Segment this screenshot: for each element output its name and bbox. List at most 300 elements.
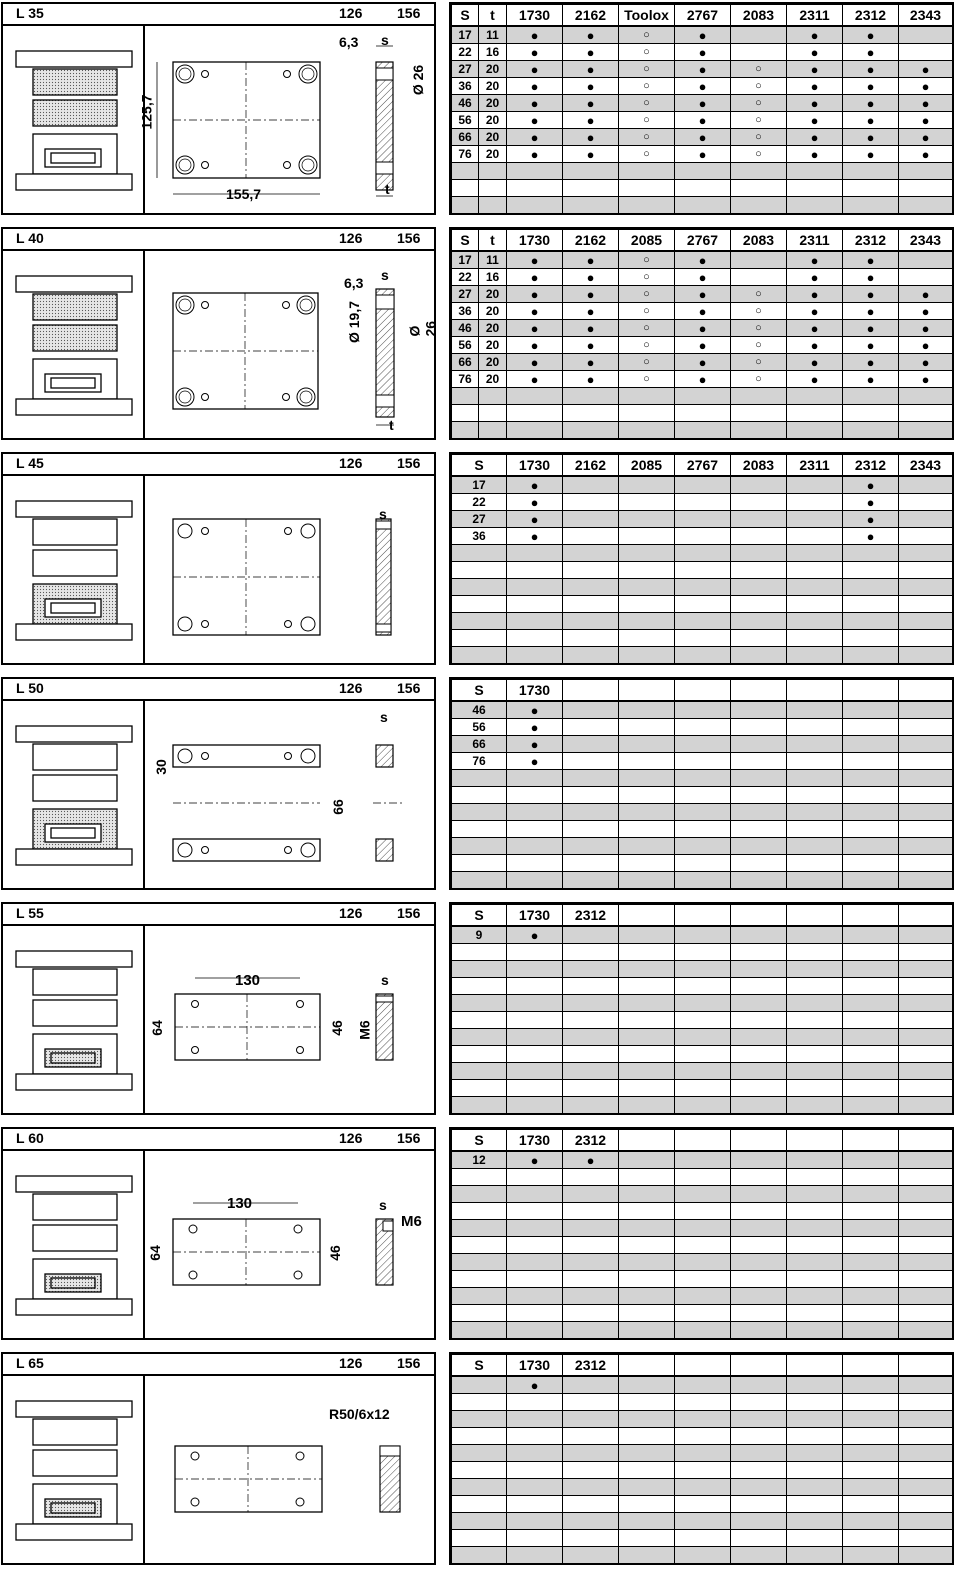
table-cell bbox=[899, 405, 953, 422]
table-cell bbox=[619, 528, 675, 545]
table-cell bbox=[787, 1151, 843, 1169]
table-cell bbox=[731, 422, 787, 439]
table-cell: ● bbox=[787, 269, 843, 286]
table-cell bbox=[731, 1063, 787, 1080]
table-cell bbox=[452, 163, 479, 180]
table-row bbox=[452, 1547, 953, 1564]
table-cell bbox=[507, 1271, 563, 1288]
column-header bbox=[619, 1355, 675, 1377]
table-cell: ● bbox=[507, 61, 563, 78]
table-row bbox=[452, 1203, 953, 1220]
dimension-label-inner-diameter: Ø 19,7 bbox=[346, 300, 363, 344]
table-cell: ● bbox=[899, 371, 953, 388]
table-cell: ● bbox=[787, 44, 843, 61]
table-cell: ● bbox=[843, 251, 899, 269]
table-cell: 20 bbox=[479, 337, 507, 354]
table-cell bbox=[452, 1237, 507, 1254]
column-header: 2162 bbox=[563, 5, 619, 27]
table-cell: ● bbox=[899, 146, 953, 163]
column-header: t bbox=[479, 230, 507, 252]
dimension-2: 156 bbox=[397, 230, 421, 246]
table-cell: 16 bbox=[479, 44, 507, 61]
table-cell: ● bbox=[507, 44, 563, 61]
table-cell bbox=[619, 562, 675, 579]
table-cell bbox=[787, 647, 843, 664]
table-cell bbox=[452, 1479, 507, 1496]
table-row bbox=[452, 354, 953, 371]
die-set-icon bbox=[16, 1401, 132, 1540]
table-cell: ● bbox=[899, 354, 953, 371]
table-cell bbox=[563, 528, 619, 545]
table-cell bbox=[675, 1322, 731, 1339]
table-cell bbox=[787, 422, 843, 439]
table-cell bbox=[563, 1097, 619, 1114]
table-cell bbox=[899, 1411, 953, 1428]
table-row bbox=[452, 1254, 953, 1271]
table-cell bbox=[507, 197, 563, 214]
table-cell: ● bbox=[507, 736, 563, 753]
table-cell: ● bbox=[843, 528, 899, 545]
table-cell bbox=[731, 180, 787, 197]
table-cell bbox=[731, 855, 787, 872]
table-cell bbox=[899, 872, 953, 889]
table-cell: 27 bbox=[452, 286, 479, 303]
table-cell: ● bbox=[675, 112, 731, 129]
table-cell: ● bbox=[675, 61, 731, 78]
table-cell bbox=[452, 613, 507, 630]
table-cell bbox=[452, 1169, 507, 1186]
table-cell bbox=[787, 978, 843, 995]
table-cell bbox=[843, 562, 899, 579]
table-cell bbox=[452, 180, 479, 197]
table-cell bbox=[787, 545, 843, 562]
table-cell: ● bbox=[507, 476, 563, 494]
table-row bbox=[452, 961, 953, 978]
table-cell bbox=[675, 1479, 731, 1496]
table-cell bbox=[452, 1271, 507, 1288]
table-cell: ○ bbox=[731, 371, 787, 388]
table-cell bbox=[507, 1203, 563, 1220]
table-cell bbox=[675, 770, 731, 787]
table-row bbox=[452, 1305, 953, 1322]
table-cell bbox=[899, 1394, 953, 1411]
table-cell bbox=[507, 1012, 563, 1029]
table-cell bbox=[843, 1394, 899, 1411]
table-cell bbox=[675, 511, 731, 528]
table-cell bbox=[731, 269, 787, 286]
material-table bbox=[451, 229, 953, 439]
part-panel bbox=[1, 1352, 436, 1565]
table-cell: ● bbox=[675, 95, 731, 112]
table-cell bbox=[452, 838, 507, 855]
table-cell bbox=[675, 944, 731, 961]
table-cell bbox=[452, 995, 507, 1012]
table-cell: 17 bbox=[452, 26, 479, 44]
table-cell bbox=[843, 579, 899, 596]
table-cell bbox=[507, 422, 563, 439]
table-cell bbox=[731, 388, 787, 405]
table-cell bbox=[731, 719, 787, 736]
column-header bbox=[787, 905, 843, 927]
column-header bbox=[563, 680, 619, 702]
table-cell bbox=[731, 1169, 787, 1186]
table-cell bbox=[619, 1063, 675, 1080]
table-cell: ● bbox=[843, 26, 899, 44]
table-cell: ● bbox=[787, 112, 843, 129]
table-cell bbox=[787, 1080, 843, 1097]
table-row bbox=[452, 197, 953, 214]
table-cell: 20 bbox=[479, 286, 507, 303]
table-cell bbox=[507, 804, 563, 821]
column-header bbox=[843, 1355, 899, 1377]
table-cell bbox=[843, 180, 899, 197]
table-row bbox=[452, 1496, 953, 1513]
section-l35 bbox=[0, 2, 956, 216]
table-cell bbox=[731, 1012, 787, 1029]
table-cell bbox=[675, 579, 731, 596]
table-cell bbox=[507, 1530, 563, 1547]
dimension-1: 126 bbox=[339, 230, 363, 246]
table-cell: ● bbox=[843, 129, 899, 146]
table-row bbox=[452, 1029, 953, 1046]
table-cell bbox=[507, 787, 563, 804]
table-row bbox=[452, 476, 953, 494]
table-header-row bbox=[452, 680, 953, 702]
table-cell: ● bbox=[843, 354, 899, 371]
table-cell bbox=[563, 1046, 619, 1063]
column-header: S bbox=[452, 5, 479, 27]
table-cell bbox=[675, 1411, 731, 1428]
table-cell bbox=[479, 180, 507, 197]
technical-drawing bbox=[3, 474, 434, 664]
die-set-icon bbox=[16, 501, 132, 640]
table-cell bbox=[507, 163, 563, 180]
table-cell: ● bbox=[843, 61, 899, 78]
table-cell bbox=[843, 1322, 899, 1339]
table-row bbox=[452, 494, 953, 511]
table-cell bbox=[787, 787, 843, 804]
table-cell bbox=[619, 1203, 675, 1220]
dimension-label-s: s bbox=[381, 32, 389, 48]
table-cell bbox=[899, 1220, 953, 1237]
table-cell bbox=[731, 163, 787, 180]
plate-section-view bbox=[376, 289, 394, 425]
table-cell bbox=[619, 1169, 675, 1186]
table-cell bbox=[787, 1322, 843, 1339]
table-cell: 20 bbox=[479, 78, 507, 95]
dimension-label-s: s bbox=[381, 267, 389, 283]
table-cell bbox=[899, 719, 953, 736]
table-cell bbox=[507, 838, 563, 855]
table-cell: ● bbox=[507, 1151, 563, 1169]
table-cell bbox=[563, 180, 619, 197]
table-cell bbox=[843, 804, 899, 821]
plate-section-view bbox=[376, 46, 393, 196]
table-cell bbox=[899, 855, 953, 872]
part-panel bbox=[1, 227, 439, 440]
table-cell: ● bbox=[843, 146, 899, 163]
column-header: 2311 bbox=[787, 5, 843, 27]
table-cell bbox=[731, 978, 787, 995]
table-cell: ● bbox=[507, 112, 563, 129]
table-cell bbox=[787, 197, 843, 214]
table-cell bbox=[675, 855, 731, 872]
table-cell bbox=[787, 1288, 843, 1305]
table-cell bbox=[563, 978, 619, 995]
table-cell bbox=[843, 1479, 899, 1496]
table-cell bbox=[507, 1322, 563, 1339]
table-cell: ● bbox=[787, 251, 843, 269]
column-header: 2312 bbox=[563, 1355, 619, 1377]
table-cell bbox=[563, 1547, 619, 1564]
plate-top-view bbox=[157, 62, 320, 194]
table-row bbox=[452, 1428, 953, 1445]
table-cell: ○ bbox=[619, 303, 675, 320]
column-header bbox=[619, 905, 675, 927]
table-cell bbox=[787, 1271, 843, 1288]
table-cell bbox=[787, 821, 843, 838]
table-cell bbox=[731, 1203, 787, 1220]
part-header bbox=[3, 1354, 434, 1376]
table-cell bbox=[787, 405, 843, 422]
table-cell bbox=[619, 630, 675, 647]
table-cell bbox=[507, 596, 563, 613]
column-header bbox=[899, 680, 953, 702]
table-cell bbox=[619, 1046, 675, 1063]
column-header bbox=[899, 905, 953, 927]
table-cell: ● bbox=[675, 26, 731, 44]
table-cell bbox=[843, 1547, 899, 1564]
table-cell bbox=[452, 1394, 507, 1411]
table-cell: ● bbox=[675, 371, 731, 388]
table-cell bbox=[731, 821, 787, 838]
table-cell: 76 bbox=[452, 753, 507, 770]
table-cell bbox=[899, 838, 953, 855]
table-cell bbox=[731, 804, 787, 821]
table-cell bbox=[899, 1169, 953, 1186]
table-cell bbox=[563, 1220, 619, 1237]
table-cell bbox=[452, 388, 479, 405]
table-cell bbox=[731, 1151, 787, 1169]
table-cell: ● bbox=[899, 320, 953, 337]
column-header: 2162 bbox=[563, 230, 619, 252]
table-cell bbox=[843, 753, 899, 770]
table-cell bbox=[619, 838, 675, 855]
table-cell bbox=[563, 1288, 619, 1305]
table-cell bbox=[507, 1445, 563, 1462]
table-cell bbox=[899, 770, 953, 787]
table-cell bbox=[899, 388, 953, 405]
table-cell: ● bbox=[563, 371, 619, 388]
table-cell bbox=[843, 163, 899, 180]
table-cell bbox=[843, 405, 899, 422]
table-cell bbox=[563, 1237, 619, 1254]
table-cell bbox=[731, 630, 787, 647]
material-table bbox=[451, 904, 953, 1114]
table-cell bbox=[899, 787, 953, 804]
table-cell: ● bbox=[787, 354, 843, 371]
table-cell: ● bbox=[787, 78, 843, 95]
table-cell: ● bbox=[507, 494, 563, 511]
column-header: 1730 bbox=[507, 5, 563, 27]
table-cell bbox=[731, 1097, 787, 1114]
table-cell bbox=[787, 1376, 843, 1394]
table-row bbox=[452, 770, 953, 787]
table-cell: ○ bbox=[619, 112, 675, 129]
table-cell bbox=[843, 978, 899, 995]
table-cell bbox=[787, 596, 843, 613]
table-cell bbox=[843, 855, 899, 872]
technical-drawing bbox=[3, 24, 434, 214]
table-cell bbox=[507, 1097, 563, 1114]
die-set-icon bbox=[16, 1176, 132, 1315]
table-cell bbox=[731, 1186, 787, 1203]
table-cell bbox=[899, 995, 953, 1012]
table-cell bbox=[563, 961, 619, 978]
table-cell bbox=[843, 1097, 899, 1114]
table-cell: ● bbox=[675, 269, 731, 286]
table-row bbox=[452, 1151, 953, 1169]
table-cell: 20 bbox=[479, 320, 507, 337]
table-cell bbox=[787, 562, 843, 579]
dimension-label-diameter: Ø 26 bbox=[410, 64, 427, 96]
table-cell bbox=[563, 1322, 619, 1339]
table-cell: 17 bbox=[452, 476, 507, 494]
table-row bbox=[452, 753, 953, 770]
table-cell bbox=[452, 855, 507, 872]
table-cell bbox=[675, 405, 731, 422]
table-header-row bbox=[452, 230, 953, 252]
table-cell bbox=[563, 511, 619, 528]
table-cell bbox=[507, 855, 563, 872]
table-cell bbox=[507, 1046, 563, 1063]
part-panel bbox=[1, 677, 436, 890]
part-panel bbox=[1, 1127, 436, 1340]
table-cell bbox=[731, 647, 787, 664]
dimension-1: 126 bbox=[339, 680, 363, 696]
table-row bbox=[452, 1169, 953, 1186]
dimension-label-radius: R50/6x12 bbox=[329, 1406, 390, 1422]
table-cell bbox=[899, 1288, 953, 1305]
table-cell bbox=[731, 1394, 787, 1411]
table-row bbox=[452, 320, 953, 337]
table-cell: ● bbox=[843, 476, 899, 494]
column-header bbox=[675, 905, 731, 927]
dimension-label-offset: 6,3 bbox=[339, 34, 359, 50]
table-cell bbox=[507, 1186, 563, 1203]
table-row bbox=[452, 1288, 953, 1305]
table-cell bbox=[563, 753, 619, 770]
table-row bbox=[452, 511, 953, 528]
table-cell bbox=[619, 613, 675, 630]
table-cell bbox=[452, 1012, 507, 1029]
table-cell bbox=[619, 821, 675, 838]
table-cell: ● bbox=[899, 95, 953, 112]
table-row bbox=[452, 855, 953, 872]
table-cell bbox=[563, 476, 619, 494]
table-cell bbox=[731, 1496, 787, 1513]
table-cell bbox=[675, 163, 731, 180]
table-cell bbox=[899, 804, 953, 821]
table-cell bbox=[619, 1428, 675, 1445]
table-cell bbox=[619, 579, 675, 596]
table-cell bbox=[843, 197, 899, 214]
table-cell bbox=[507, 1513, 563, 1530]
table-cell bbox=[731, 1046, 787, 1063]
table-cell: ○ bbox=[731, 146, 787, 163]
table-cell: ○ bbox=[619, 251, 675, 269]
table-cell bbox=[563, 1254, 619, 1271]
table-cell: 46 bbox=[452, 320, 479, 337]
table-cell bbox=[843, 961, 899, 978]
table-row bbox=[452, 1080, 953, 1097]
table-cell bbox=[899, 1063, 953, 1080]
column-header bbox=[619, 1130, 675, 1152]
table-cell: ● bbox=[843, 337, 899, 354]
table-row bbox=[452, 1012, 953, 1029]
table-cell bbox=[731, 511, 787, 528]
table-cell: 36 bbox=[452, 303, 479, 320]
table-cell bbox=[787, 961, 843, 978]
table-cell bbox=[619, 926, 675, 944]
table-cell: ● bbox=[507, 269, 563, 286]
dimension-label-diameter: Ø 26 bbox=[406, 320, 439, 337]
table-cell bbox=[452, 596, 507, 613]
plate-top-view bbox=[173, 293, 318, 409]
table-cell bbox=[563, 1530, 619, 1547]
table-cell bbox=[619, 1496, 675, 1513]
table-cell bbox=[507, 1063, 563, 1080]
table-cell bbox=[731, 545, 787, 562]
table-cell bbox=[563, 1029, 619, 1046]
table-cell bbox=[452, 1462, 507, 1479]
table-cell: ● bbox=[787, 26, 843, 44]
table-cell bbox=[675, 838, 731, 855]
column-header: 1730 bbox=[507, 455, 563, 477]
table-cell bbox=[731, 1220, 787, 1237]
table-cell bbox=[563, 1271, 619, 1288]
table-cell bbox=[619, 1271, 675, 1288]
table-cell bbox=[619, 180, 675, 197]
table-row bbox=[452, 1462, 953, 1479]
column-header: 2083 bbox=[731, 455, 787, 477]
table-cell bbox=[899, 1097, 953, 1114]
table-cell bbox=[507, 545, 563, 562]
column-header: 2085 bbox=[619, 230, 675, 252]
column-header: S bbox=[452, 230, 479, 252]
table-cell bbox=[619, 405, 675, 422]
die-set-icon bbox=[16, 51, 132, 190]
column-header: 2312 bbox=[843, 455, 899, 477]
table-cell: ● bbox=[507, 286, 563, 303]
column-header bbox=[843, 905, 899, 927]
table-row bbox=[452, 596, 953, 613]
table-cell bbox=[675, 1376, 731, 1394]
table-cell bbox=[843, 821, 899, 838]
table-cell: ● bbox=[787, 303, 843, 320]
table-cell bbox=[675, 1462, 731, 1479]
table-cell bbox=[619, 1080, 675, 1097]
section-l45 bbox=[0, 452, 956, 666]
table-cell bbox=[507, 388, 563, 405]
column-header bbox=[619, 680, 675, 702]
table-header-row bbox=[452, 5, 953, 27]
table-cell bbox=[452, 1288, 507, 1305]
table-cell bbox=[619, 596, 675, 613]
table-cell bbox=[452, 1322, 507, 1339]
table-cell bbox=[619, 1479, 675, 1496]
table-cell bbox=[787, 872, 843, 889]
